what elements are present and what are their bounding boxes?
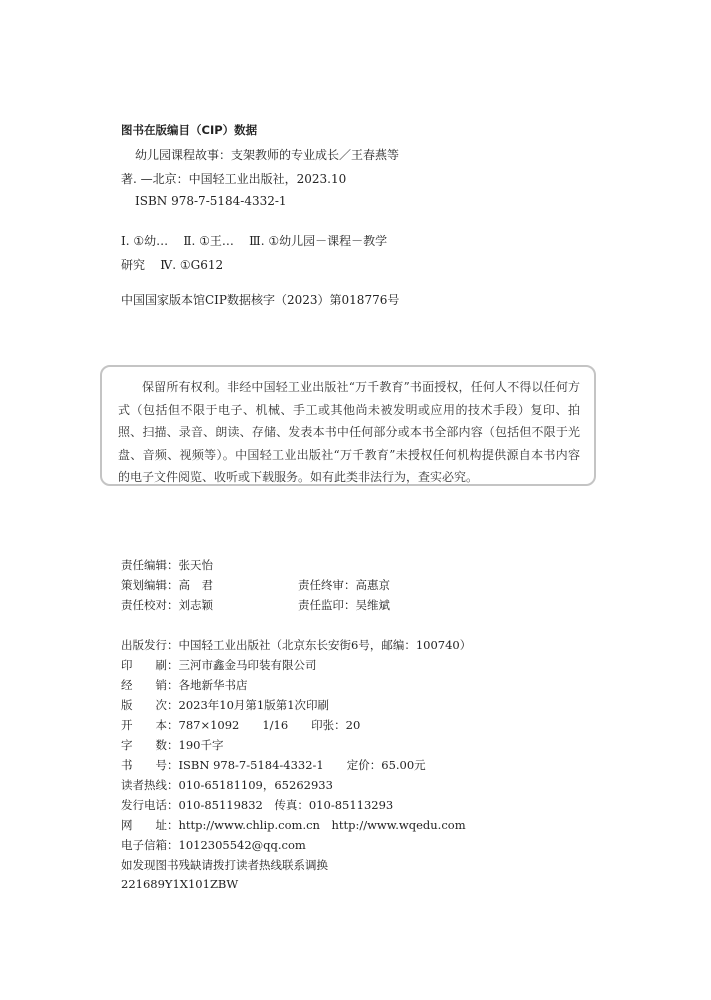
product-code: 221689Y1X101ZBW	[121, 877, 239, 891]
isbn-price: 书 号：ISBN 978-7-5184-4332-1 定价：65.00元	[121, 758, 426, 772]
printer: 印 刷：三河市鑫金马印装有限公司	[121, 658, 317, 672]
responsible-editor: 责任编辑：张天怡	[121, 558, 213, 572]
cip-classification-1: Ⅰ. ①幼… Ⅱ. ①王… Ⅲ. ①幼儿园－课程－教学	[121, 234, 388, 248]
cip-line-2: 著. —北京：中国轻工业出版社，2023.10	[121, 172, 347, 186]
sales-phone: 发行电话：010-85119832 传真：010-85113293	[121, 798, 394, 812]
cip-classification-2: 研究 Ⅳ. ①G612	[121, 258, 224, 272]
defect-notice: 如发现图书残缺请拨打读者热线联系调换	[121, 858, 328, 872]
format: 开 本：787×1092 1/16 印张：20	[121, 718, 361, 732]
rights-notice-text: 保留所有权利。非经中国轻工业出版社“万千教育”书面授权，任何人不得以任何方式（包括但不限于电子、机械、手工或其他尚未被发明或应用的技术手段）复印、拍照、扫描、录音、朗读、存储、发表本书中任何部分或本书全部内容（包括但不限于光盘、音频、视频等）。中国轻工业出版社“万千教育”未授权任何机构提供源自本书内容的电子文件阅览、收听或下载服务。如有此类非法行为，查实必究。	[118, 380, 580, 484]
final-review: 责任终审：高惠京	[298, 578, 390, 592]
cip-record-number: 中国国家版本馆CIP数据核字（2023）第018776号	[121, 293, 400, 307]
planning-editor: 策划编辑：高 君	[121, 578, 213, 592]
cip-line-1: 幼儿园课程故事：支架教师的专业成长／王春燕等	[135, 148, 400, 162]
edition: 版 次：2023年10月第1版第1次印刷	[121, 698, 330, 712]
publisher: 出版发行：中国轻工业出版社（北京东长安街6号，邮编：100740）	[121, 638, 472, 652]
word-count: 字 数：190千字	[121, 738, 224, 752]
proofreader: 责任校对：刘志颖	[121, 598, 213, 612]
cip-title: 图书在版编目（CIP）数据	[121, 123, 258, 137]
distributor: 经 销：各地新华书店	[121, 678, 248, 692]
rights-notice-box	[100, 365, 596, 486]
reader-hotline: 读者热线：010-65181109，65262933	[121, 778, 333, 792]
website: 网 址：http://www.chlip.com.cn http://www.wqedu.com	[121, 818, 466, 832]
print-supervisor: 责任监印：吴维斌	[298, 598, 390, 612]
cip-isbn: ISBN 978-7-5184-4332-1	[135, 194, 287, 208]
email: 电子信箱：1012305542@qq.com	[121, 838, 306, 852]
